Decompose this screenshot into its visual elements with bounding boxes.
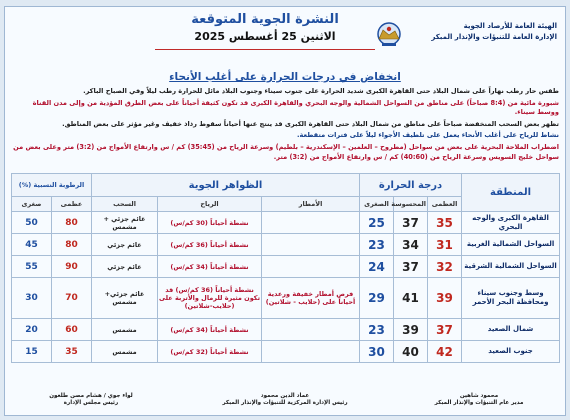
signature-forecast-director: محمود شاهين مدير عام التنبؤات والإنذار المبكر [434,393,524,406]
cloud-cell: مشمس [92,319,158,341]
cloud-cell: غائم جزئي + مشمس [92,212,158,234]
table-row [12,256,560,278]
temp-min: 25 [360,212,394,234]
bulletin-title-block [145,11,385,45]
temp-felt: 39 [394,319,428,341]
bulletin-title: النشرة الجوية المتوقعة [191,12,339,27]
wind-cell: نشطة أحياناً (32 كم/س) [158,341,262,363]
col-temperature: درجة الحرارة [360,174,462,197]
humidity-max: 80 [52,234,92,256]
row-region: جنوب الصعيد [462,341,560,363]
table-row [12,319,560,341]
signature-board-chairman: لواء جوي / هشام مصن طلعون رئيس مجلس الإدارة [49,393,133,406]
organization-name: الهيئة العامة للأرصاد الجوية الإدارة العامة للتنبؤات والإنذار المبكر [431,22,557,41]
temp-min: 23 [360,319,394,341]
col-felt: المحسوسة [394,197,428,212]
temp-felt: 34 [394,234,428,256]
table-row [12,234,560,256]
temp-felt: 40 [394,341,428,363]
row-region: السواحل الشمالية الغربية [462,234,560,256]
signatures [5,393,565,416]
col-phenomena: الظواهر الجوية [92,174,360,197]
table-row [12,212,560,234]
bulletin-header [5,7,565,69]
row-region: القاهرة الكبرى والوجه البحري [462,212,560,234]
humidity-max: 60 [52,319,92,341]
wind-cell: نشطة أحياناً (36 كم/س) [158,234,262,256]
forecast-headline: انخفاض في درجات الحرارة على أغلب الأنحاء [169,71,401,83]
humidity-min: 15 [12,341,52,363]
temp-felt: 37 [394,256,428,278]
col-max: العظمى [428,197,462,212]
bulletin-date: الاثنين 25 أغسطس 2025 [194,30,336,43]
rain-cell [262,256,360,278]
detail-fog: شبورة مائية من (8:4 صباحاً) على مناطق من السواحل الشمالية والوجه البحري والقاهرة الكبرى قد تكون كثيفة أحياناً على بعض الطرق المؤدية من وإلى مدن القناة ووسط سيناء. [32,98,559,117]
temp-min: 29 [360,278,394,319]
col-region: المنطقة [462,174,560,212]
col-humidity-max: عظمى [52,197,92,212]
wind-cell: نشطة أحياناً (34 كم/س) [158,256,262,278]
temp-min: 24 [360,256,394,278]
temp-min: 30 [360,341,394,363]
row-region: شمال الصعيد [462,319,560,341]
temp-felt: 41 [394,278,428,319]
row-region: السواحل الشمالية الشرقية [462,256,560,278]
temp-max: 31 [428,234,462,256]
detail-wind: نشاط للرياح على أغلب الأنحاء يعمل على تلطيف الأجواء ليلاً على فترات متقطعة. [297,131,559,140]
humidity-max: 90 [52,256,92,278]
wind-cell: نشطة أحياناً (30 كم/س) [158,212,262,234]
temp-max: 37 [428,319,462,341]
detail-marine: اضطراب الملاحة البحرية على بعض من سواحل (مطروح – العلمين – الإسكندرية – بلطيم) وسرعة الرياح من (35:45) كم / س وارتفاع الأمواج من (3:2) متر وعلى بعض من سواحل خليج السويس وسرعة الرياح من (40:60) كم / س وارتفاع الأمواج من (3:2) متر. [13,142,559,161]
row-region: وسط وجنوب سيناء ومحافظة البحر الأحمر [462,278,560,319]
humidity-min: 30 [12,278,52,319]
humidity-min: 45 [12,234,52,256]
table-row [12,278,560,319]
temp-max: 42 [428,341,462,363]
detail-general: طقس حار رطب نهاراً على شمال البلاد حتى القاهرة الكبرى شديد الحرارة على جنوب سيناء وجنوب البلاد مائل للحرارة رطب ليلاً وفي الصباح الباكر. [83,87,559,95]
signature-central-admin: عماد الدين محمود رئيس الإدارة المركزية للتنبؤات والإنذار المبكر [222,393,348,406]
humidity-max: 80 [52,212,92,234]
col-min: الصغرى [360,197,394,212]
forecast-table [11,173,560,363]
col-humidity: الرطوبة النسبية (%) [12,174,92,197]
rain-cell [262,234,360,256]
rain-cell [262,341,360,363]
forecast-details [13,87,559,164]
humidity-min: 20 [12,319,52,341]
temp-felt: 37 [394,212,428,234]
col-wind: الرياح [158,197,262,212]
temp-max: 39 [428,278,462,319]
cloud-cell: غائم جزئي+ مشمس [92,278,158,319]
detail-clouds: تظهر بعض السحب المنخفضة صباحاً على مناطق من شمال البلاد حتى القاهرة الكبرى قد ينتج عنها أحياناً سقوط رذاذ خفيف وغير مؤثر على بعض المناطق. [62,119,559,128]
humidity-min: 50 [12,212,52,234]
humidity-max: 70 [52,278,92,319]
cloud-cell: مشمس [92,341,158,363]
humidity-min: 55 [12,256,52,278]
cloud-cell: غائم جزئي [92,256,158,278]
temp-min: 23 [360,234,394,256]
temp-max: 32 [428,256,462,278]
col-rain: الأمطار [262,197,360,212]
col-humidity-min: صغرى [12,197,52,212]
temp-max: 35 [428,212,462,234]
rain-cell [262,319,360,341]
cloud-cell: غائم جزئي [92,234,158,256]
col-cloud: السحب [92,197,158,212]
title-divider [155,49,375,50]
table-row [12,341,560,363]
wind-cell: نشطة أحياناً (36 كم/س) قد تكون مثيرة للرمال والأتربة على (حلايب-شلاتين) [158,278,262,319]
rain-cell [262,212,360,234]
rain-cell: فرص أمطار خفيفة ورعدية أحياناً على (حلايب - شلاتين) [262,278,360,319]
humidity-max: 35 [52,341,92,363]
wind-cell: نشطة أحياناً (34 كم/س) [158,319,262,341]
weather-bulletin [4,6,566,416]
